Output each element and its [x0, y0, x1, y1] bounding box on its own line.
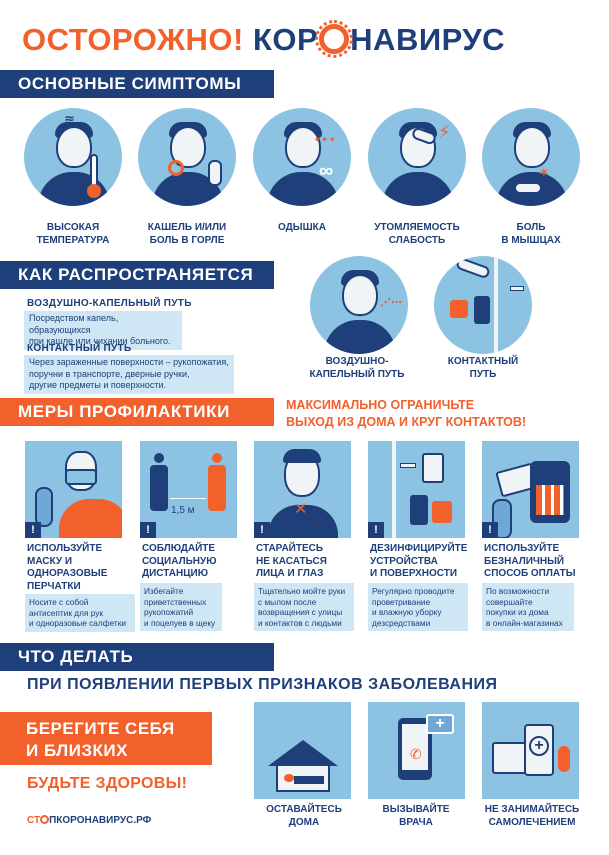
contact-description: Через зараженные поверхности – рукопожатия, поручни в транспорте, дверные ручки, другие предметы и поверхности. [24, 355, 234, 394]
measure-note: Носите с собой антисептик для рук и одноразовые салфетки [25, 594, 135, 632]
first-signs-heading: ПРИ ПОЯВЛЕНИИ ПЕРВЫХ ПРИЗНАКОВ ЗАБОЛЕВАНИЯ [27, 676, 498, 693]
shortness-of-breath-icon: • • • ∞ [253, 108, 351, 206]
measure-title: ИСПОЛЬЗУЙТЕ МАСКУ И ОДНОРАЗОВЫЕ ПЕРЧАТКИ [27, 543, 108, 592]
social-distance-icon: 1,5 м ! [140, 441, 237, 538]
no-touch-face-icon: ✕ ! [254, 441, 351, 538]
symptom-label: УТОМЛЯЕМОСТЬ СЛАБОСТЬ [374, 222, 460, 246]
care-line-1: БЕРЕГИТЕ СЕБЯ [26, 719, 175, 738]
title-coronavirus [253, 22, 505, 57]
care-banner [0, 712, 212, 765]
title-navirus: НАВИРУС [350, 22, 506, 57]
action-label: НЕ ЗАНИМАЙТЕСЬ САМОЛЕЧЕНИЕМ [484, 804, 580, 828]
mask-gloves-icon: ! [25, 441, 122, 538]
section-what-to-do: ЧТО ДЕЛАТЬ [0, 643, 274, 671]
cough-icon [138, 108, 236, 206]
stay-home-icon [254, 702, 351, 799]
title-cor: КОР [252, 22, 319, 57]
airborne-title: ВОЗДУШНО-КАПЕЛЬНЫЙ ПУТЬ [27, 298, 192, 309]
card-payment-icon: ! [482, 441, 579, 538]
muscle-pain-icon: ✶ [482, 108, 580, 206]
measure-note: Избегайте приветственных рукопожатий и поцелуев в щеку [140, 583, 222, 631]
fatigue-icon: ⚡ [368, 108, 466, 206]
call-doctor-icon: ✆ + [368, 702, 465, 799]
contact-image-label: КОНТАКТНЫЙ ПУТЬ [447, 356, 519, 380]
measure-note: По возможности совершайте покупки из дома в онлайн-магазинах [482, 583, 574, 631]
airborne-image-label: ВОЗДУШНО- КАПЕЛЬНЫЙ ПУТЬ [309, 356, 405, 380]
poster-title [22, 22, 592, 68]
airborne-description: Посредством капель, образующихся при кашле или чихании больного. [24, 311, 182, 350]
contact-title: КОНТАКТНЫЙ ПУТЬ [27, 343, 132, 354]
prevention-callout: МАКСИМАЛЬНО ОГРАНИЧЬТЕ ВЫХОД ИЗ ДОМА И КРУГ КОНТАКТОВ! [286, 398, 527, 429]
measure-note: Регулярно проводите проветривание и влажную уборку дезсредствами [368, 583, 468, 631]
footer-site-b: ПКОРОНАВИРУС.РФ [49, 815, 152, 826]
action-label: ВЫЗЫВАЙТЕ ВРАЧА [382, 804, 450, 828]
measure-title: СОБЛЮДАЙТЕ СОЦИАЛЬНУЮ ДИСТАНЦИЮ [142, 543, 217, 579]
measure-note: Тщательно мойте руки с мылом после возвращения с улицы и контактов с людьми [254, 583, 354, 631]
be-healthy-text: БУДЬТЕ ЗДОРОВЫ! [27, 775, 188, 792]
measure-title: ИСПОЛЬЗУЙТЕ БЕЗНАЛИЧНЫЙ СПОСОБ ОПЛАТЫ [484, 543, 576, 579]
footer-site-a: СТ [27, 815, 41, 826]
action-label: ОСТАВАЙТЕСЬ ДОМА [266, 804, 342, 828]
symptom-label: КАШЕЛЬ И/ИЛИ БОЛЬ В ГОРЛЕ [147, 222, 227, 246]
measure-title: ДЕЗИНФИЦИРУЙТЕ УСТРОЙСТВА И ПОВЕРХНОСТИ [370, 543, 468, 579]
section-symptoms: ОСНОВНЫЕ СИМПТОМЫ [0, 70, 274, 98]
distance-label: 1,5 м [171, 505, 195, 516]
symptom-label: ВЫСОКАЯ ТЕМПЕРАТУРА [36, 222, 110, 246]
contact-surface-icon [434, 256, 532, 354]
symptom-label: ОДЫШКА [278, 222, 326, 233]
no-self-medication-icon: + [482, 702, 579, 799]
title-caution: ОСТОРОЖНО! [22, 22, 244, 57]
sneeze-icon: ⋰⋯ [310, 256, 408, 354]
symptom-label: БОЛЬ В МЫШЦАХ [501, 222, 561, 246]
virus-icon [319, 24, 349, 54]
disinfect-icon: ! [368, 441, 465, 538]
section-spread: КАК РАСПРОСТРАНЯЕТСЯ [0, 261, 274, 289]
care-line-2: И БЛИЗКИХ [26, 741, 128, 760]
footer-site [27, 815, 151, 826]
thermometer-icon: ≋ [24, 108, 122, 206]
measure-title: СТАРАЙТЕСЬ НЕ КАСАТЬСЯ ЛИЦА И ГЛАЗ [256, 543, 327, 579]
section-prevention: МЕРЫ ПРОФИЛАКТИКИ [0, 398, 274, 426]
stop-virus-icon [40, 815, 49, 824]
